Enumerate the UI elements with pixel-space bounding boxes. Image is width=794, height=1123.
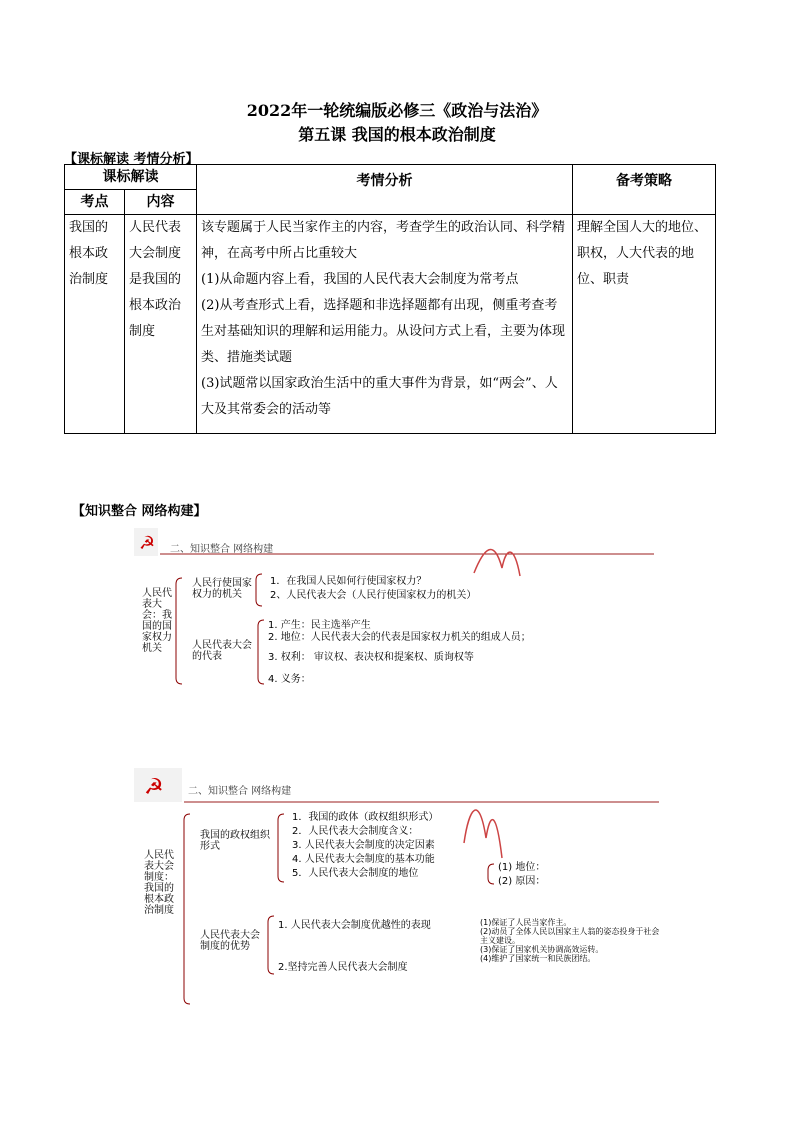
hammer-sickle-icon: ☭ xyxy=(139,533,156,554)
map2-brace-b2 xyxy=(268,916,274,974)
map1-branch2: 人民代表大会的代表 xyxy=(192,640,252,662)
map1-b2-item: 2. 地位：人民代表大会的代表是国家权力机关的组成人员； xyxy=(268,632,531,643)
map1-b2-item: 1. 产生：民主选举产生 xyxy=(268,620,371,631)
map1-root-brace xyxy=(176,578,182,684)
map2-branch1: 我国的政权组织形式 xyxy=(200,830,270,852)
header-beikao: 备考策略 xyxy=(573,165,716,215)
header-kaoqing: 考情分析 xyxy=(197,165,573,215)
hammer-sickle-icon: ☭ xyxy=(144,775,164,800)
cell-strategy: 理解全国人大的地位、职权，人大代表的地位、职责 xyxy=(573,215,716,434)
map2-b2-sub: (4)维护了国家统一和民族团结。 xyxy=(480,954,596,963)
map2-b1-item: 2．人民代表大会制度含义： xyxy=(292,826,419,837)
map2-b2-item: 1. 人民代表大会制度优越性的表现 xyxy=(278,920,431,931)
map1-b2-item: 4. 义务： xyxy=(268,674,311,685)
analysis-line: (1)从命题内容上看，我国的人民代表大会制度为常考点 xyxy=(201,272,519,287)
map2-b2-sub: (1)保证了人民当家作主。 xyxy=(480,918,572,927)
map1-brace-b1 xyxy=(256,574,262,606)
header-kaodian: 考点 xyxy=(65,190,125,215)
map1-decoration xyxy=(474,549,520,576)
map1-branch1: 人民行使国家权力的机关 xyxy=(192,578,252,600)
analysis-line: (3)试题常以国家政治生活中的重大事件为背景，如“两会”、人大及其常委会的活动等 xyxy=(201,376,558,417)
mind-map-2 xyxy=(134,768,664,1008)
header-kebiao: 课标解读 xyxy=(65,165,197,190)
analysis-line: 该专题属于人民当家作主的内容，考查学生的政治认同、科学精神，在高考中所占比重较大 xyxy=(201,220,566,261)
map1-b2-item: 3. 权利： 审议权、表决权和提案权、质询权等 xyxy=(268,652,474,663)
map2-b1-item: 5．人民代表大会制度的地位 xyxy=(292,868,419,879)
cell-kaodian: 我国的根本政治制度 xyxy=(65,215,125,434)
map2-b1-item: 3. 人民代表大会制度的决定因素 xyxy=(292,840,435,851)
analysis-line: (2)从考查形式上看，选择题和非选择题都有出现，侧重考查考生对基础知识的理解和运用能力。从设问方式上看，主要为体现类、措施类试题 xyxy=(201,298,566,365)
mind-map-1 xyxy=(134,528,664,698)
map2-b2-sub: (3)保证了国家机关协调高效运转。 xyxy=(480,945,604,954)
map2-root-brace xyxy=(184,814,190,1004)
map2-header: 二、知识整合 网络构建 xyxy=(188,786,292,797)
map2-brace-b3 xyxy=(488,864,494,884)
doc-title: 2022年一轮统编版必修三《政治与法治》 xyxy=(246,101,548,120)
analysis-table xyxy=(64,164,716,434)
map2-b1-sub: (2) 原因： xyxy=(498,876,546,887)
map1-brace-b2 xyxy=(258,620,264,684)
section-heading-1: 【课标解读 考情分析】 xyxy=(64,152,199,167)
doc-subtitle: 第五课 我国的根本政治制度 xyxy=(298,125,496,144)
map2-branch2: 人民代表大会制度的优势 xyxy=(200,930,260,952)
map2-decoration xyxy=(464,810,502,858)
cell-neirong: 人民代表大会制度是我国的根本政治制度 xyxy=(125,215,197,434)
map1-b1-item: 1．在我国人民如何行使国家权力？ xyxy=(270,576,427,587)
map2-b1-item: 4. 人民代表大会制度的基本功能 xyxy=(292,854,435,865)
map2-brace-b1 xyxy=(278,814,284,882)
cell-analysis xyxy=(197,215,573,434)
map2-b2-item: 2.坚持完善人民代表大会制度 xyxy=(278,962,408,973)
map1-b1-item: 2、人民代表大会（人民行使国家权力的机关） xyxy=(270,590,477,601)
map2-b2-sub-list xyxy=(480,918,665,963)
map2-b2-sub: (2)动员了全体人民以国家主人翁的姿态投身于社会主义建设。 xyxy=(480,927,660,945)
map2-b1-item: 1．我国的政体（政权组织形式） xyxy=(292,812,439,823)
map1-header: 二、知识整合 网络构建 xyxy=(170,544,274,555)
map2-b1-sub: (1) 地位： xyxy=(498,862,546,873)
section-heading-2: 【知识整合 网络构建】 xyxy=(72,504,207,519)
header-neirong: 内容 xyxy=(125,190,197,215)
map1-root: 人民代表大会：我国的国家权力机关 xyxy=(142,588,172,654)
map2-root: 人民代表大会制度：我国的根本政治制度 xyxy=(144,850,174,916)
